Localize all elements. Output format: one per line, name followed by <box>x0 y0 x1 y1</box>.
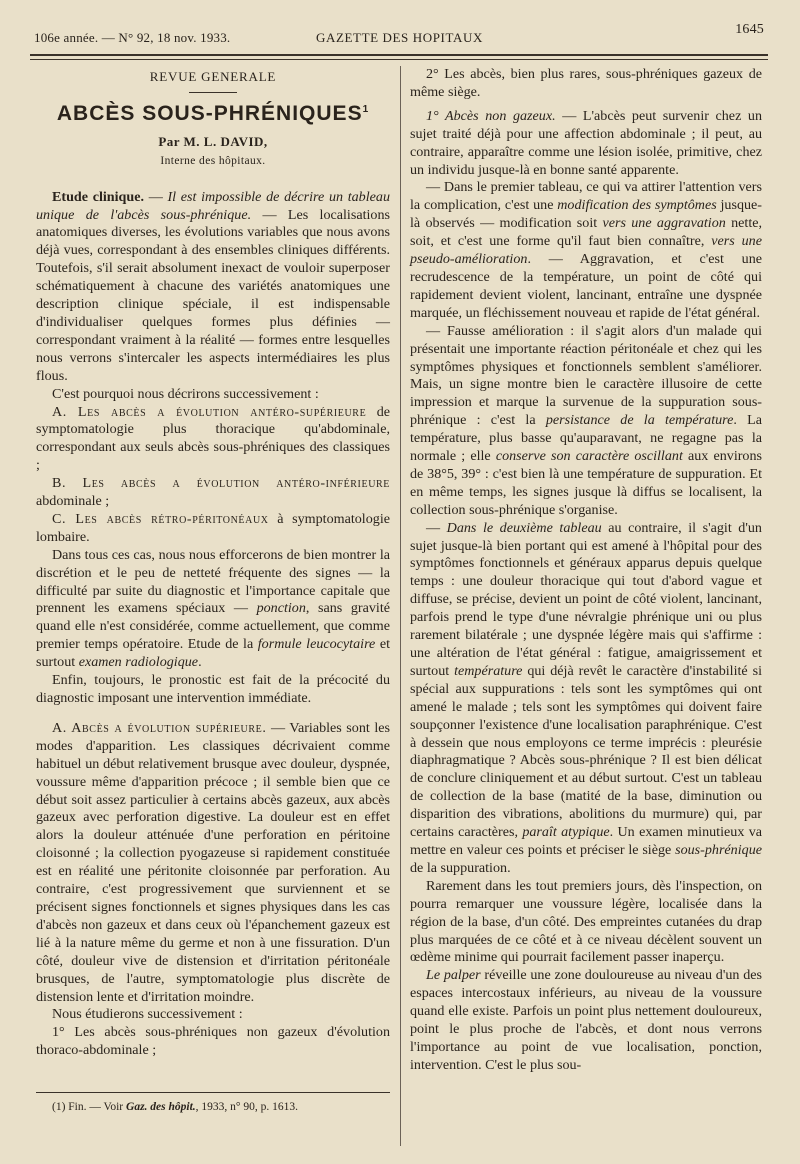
list-label: A. Les abcès a évolution antéro-supérieure <box>52 403 367 420</box>
list-item-c <box>36 511 390 547</box>
text-run: . La température, plus basse qu'auparavant, ne regagne pas la normale ; elle <box>410 412 762 465</box>
paragraph-intro-list: C'est pourquoi nous décrirons successivement : <box>52 385 319 402</box>
paragraph-discretion <box>36 547 390 672</box>
paragraph-palper <box>410 967 762 1074</box>
paragraph-pronostic: Enfin, toujours, le pronostic est fait de la précocité du diagnostic imposant une intervention immédiate. <box>36 672 390 706</box>
text-run: , 1933, n° 90, p. 1613. <box>195 1101 299 1113</box>
header-rule-thin <box>30 59 768 60</box>
text-run: au contraire, il s'agit d'un sujet jusque-là bien portant qui est amené à l'hôpital pour des symptômes fonctionnels et généraux apparus depuis quelque temps : une douleur thoracique qui tout d'abord vague et diffuse, se précise, devient un point de côté violent, lancinant, parfois prend le type d'une névralgie phrénique uni ou plus rarement bilatérale ; une dyspnée légère mais qui s'affirme : une altération de l'état général : fatigue, amaigrissement et surtout <box>410 519 762 679</box>
list-label: C. Les abcès rétro-péritonéaux <box>52 510 269 527</box>
text-run: aux environs de 38°5, 39° : c'est bien là une température de suppuration. Et en même temps, les signes jusque là diffus se localisent, la collection sous-phrénique s'organise. <box>410 448 763 518</box>
text-run: , sans gravité quand elle n'est considérée, comme actuellement, que comme premier temps opératoire. Etude de la <box>36 600 390 653</box>
italic-run: modification des symptômes <box>557 197 717 214</box>
title-footnote-mark: 1 <box>362 103 370 115</box>
section-rule <box>189 92 237 93</box>
section-label: REVUE GENERALE <box>149 69 277 84</box>
text-run: — <box>144 188 168 205</box>
column-divider <box>400 66 401 1146</box>
text-run: jusque-là observés — modification soit <box>410 197 762 232</box>
footnote-mark: (1) Fin. <box>52 1101 87 1113</box>
run-in-heading: Etude clinique. <box>52 188 145 205</box>
page-number: 1645 <box>735 22 764 37</box>
list-item-a <box>36 404 390 476</box>
italic-run: formule leucocytaire <box>257 636 376 653</box>
text-run: abdominale ; <box>36 493 110 510</box>
journal-abbrev: Gaz. des hôpit. <box>126 1101 196 1113</box>
text-run: . <box>198 654 202 671</box>
footnote <box>52 1101 298 1113</box>
article-title <box>36 101 390 123</box>
text-run: . Un examen minutieux va mettre en valeur ces points et préciser le siège <box>410 824 762 858</box>
article-title-text: ABCÈS SOUS-PHRÉNIQUES <box>56 101 363 125</box>
italic-run: conserve son caractère oscillant <box>495 448 683 465</box>
text-run: . — Aggravation, et c'est une recrudescence de la température, un point de côté qui rapidement devient violent, lancinant, entraîne une dyspnée marquée, un fléchissement nouveau et rapide de l'état général. <box>410 251 762 321</box>
run-in-heading: Le palper <box>426 967 481 984</box>
text-run: — Variables sont les modes d'apparition. Les classiques décrivaient comme habituel un début relativement brusque avec douleur, dyspnée, voussure même d'apparition précoce ; il semble bien que ce début soit assez particulier à certains abcès gazeux, aux abcès gazeux avec perforation digestive. La douleur est en effet alors la douleur atténuée d'une perforation en péritoine cloisonné ; la collection pyogazeuse si rapidement constituée est en réalité une péritonite cloisonnée par perforation. Au contraire, c'est progressivement que surviennent et se précisent signes fonctionnels et signes physiques dans les cas d'abcès non gazeux et dans ceux où l'épanchement gazeux est lié à la nature même du germe et non à une fissuration. D'un côté, douleur vive de distension et d'irritation péritonéale brusques, de l'autre, symptomatologie plus discrète de distension lente et d'irritation moindre. <box>36 719 390 1005</box>
paragraph-evolution-superieure <box>36 720 390 1007</box>
text-run: — Voir <box>86 1101 127 1113</box>
italic-run: ponction <box>256 600 306 617</box>
paragraph-etude-clinique <box>36 189 390 386</box>
text-run: à symptomatologie lombaire. <box>36 510 390 545</box>
italic-run: Il est impossible de décrire un tableau unique de l'abcès sous-phrénique. <box>36 188 390 223</box>
italic-run: examen radiologique <box>78 654 199 671</box>
author-affiliation: Interne des hôpitaux. <box>160 154 266 167</box>
italic-run: vers une aggravation <box>602 215 726 232</box>
paragraph-etudierons: Nous étudierons successivement : <box>52 1006 243 1023</box>
text-run: — Dans le premier tableau, ce qui va attirer l'attention vers la complication, c'est une <box>410 179 762 214</box>
text-run: et surtout <box>36 636 390 671</box>
paragraph-gazeux-item: 2° Les abcès, bien plus rares, sous-phréniques gazeux de même siège. <box>410 66 762 100</box>
text-run: de la suppuration. <box>410 859 511 876</box>
italic-run: température <box>454 662 523 679</box>
text-run: réveille une zone douloureuse au niveau d'un des espaces intercostaux inférieurs, au niveau de la voussure quand elle existe. Parfois un point plus nettement douloureux, point le plus proche de l'abcès, et dont nous verrons l'importance au point de vue localisation, ponction, intervention. C'est le plus sou- <box>410 967 762 1073</box>
text-run: de symptomatologie plus thoracique qu'abdominale, correspondant aux seuls abcès sous-phréniques des classiques ; <box>36 403 390 474</box>
text-run: nette, soit, et c'est une forme qu'il faut bien connaître, <box>410 215 763 250</box>
text-run: — <box>426 519 447 536</box>
header-rule-thick <box>30 54 768 56</box>
right-column <box>410 66 762 1075</box>
running-header <box>34 22 764 50</box>
paragraph-abces-non-gazeux <box>410 108 762 180</box>
left-column <box>36 66 390 1060</box>
paragraph-abces-non-gazeux-item: 1° Les abcès sous-phréniques non gazeux d'évolution thoraco-abdominale ; <box>36 1024 390 1059</box>
footnote-rule <box>36 1092 390 1093</box>
paragraph-fausse-amelioration <box>410 323 762 520</box>
subsection-label: 1° Abcès non gazeux. <box>426 107 556 124</box>
author-byline: Par M. L. DAVID, <box>158 133 268 149</box>
italic-run: paraît atypique <box>522 824 610 841</box>
italic-run: sous-phrénique <box>675 841 762 858</box>
list-label: B. Les abcès a évolution antéro-inférieure <box>52 475 390 492</box>
text-run: — Les localisations anatomiques diverses, les évolutions variables que nous avons déjà vues, correspondant à des ensembles cliniques différents. Toutefois, s'il serait absolument inexact de vouloir superposer schématiquement à chacune des variétés anatomiques une description clinique spéciale, il est indispensable d'individualiser quelques formes plus définies — correspondant vraiment à la réalité — formes entre lesquelles nous verrons s'intercaler les aspects intermédiaires les plus flous. <box>36 206 390 384</box>
text-run: — Fausse amélioration : il s'agit alors d'un malade qui présentait une importante réaction péritonéale et chez qui les symptômes physiques et fonctionnels semblent s'améliorer. Mais, un signe montre bien le caractère illusoire de cette impression et marque la survenue de la suppuration sous-phrénique : c'est la <box>410 322 762 429</box>
italic-run: vers une pseudo-amélioration <box>410 233 762 268</box>
paragraph-deuxieme-tableau <box>410 520 762 878</box>
issue-info: 106e année. — N° 92, 18 nov. 1933. <box>34 30 231 45</box>
paragraph-premier-tableau <box>410 179 762 322</box>
text-run: Dans tous ces cas, nous nous efforcerons de bien montrer la discrétion et le peu de netteté fréquente des signes — la difficulté par suite du diagnostic et l'importance capitale que prennent les examens spéciaux — <box>36 546 390 617</box>
list-item-b <box>36 475 390 511</box>
paragraph-inspection: Rarement dans les tout premiers jours, dès l'inspection, on pourra remarquer une voussure légère, localisée dans la région de la base, d'un côté. Des empreintes cutanées du drap plus marquées de ce côté et à ce niveau décèlent souvent un œdème minime qui pourrait facilement passer inaperçu. <box>410 877 762 966</box>
italic-run: persistance de la température <box>545 412 734 429</box>
journal-title: GAZETTE DES HOPITAUX <box>316 30 483 45</box>
text-run: — L'abcès peut survenir chez un sujet traité déjà pour une affection abdominale ; il peut, au contraire, apparaître comme une lésion isolée, primitive, chez un individu jusque-là en bonne santé apparente. <box>410 107 762 178</box>
italic-run: Dans le deuxième tableau <box>446 519 602 536</box>
subsection-label: A. Abcès a évolution supérieure. <box>52 719 267 736</box>
text-run: qui déjà revêt le caractère d'instabilité si spécial aux suppurations : tels sont les symptômes qui ont amené le malade ; tels sont les symptômes qui doivent faire soupçonner l'existence d'une localisation paraphrénique. C'est à dessein que nous employons ce terme imprécis : pleurésie diaphragmatique ? Abcès sous-phrénique ? Il est bien délicat de conclure cliniquement et au début surtout. C'est un tableau de collection de la base (matité de la base, diminution ou disparition des vibrations, abolitions du murmure) qui, par certains caractères, <box>410 662 762 841</box>
